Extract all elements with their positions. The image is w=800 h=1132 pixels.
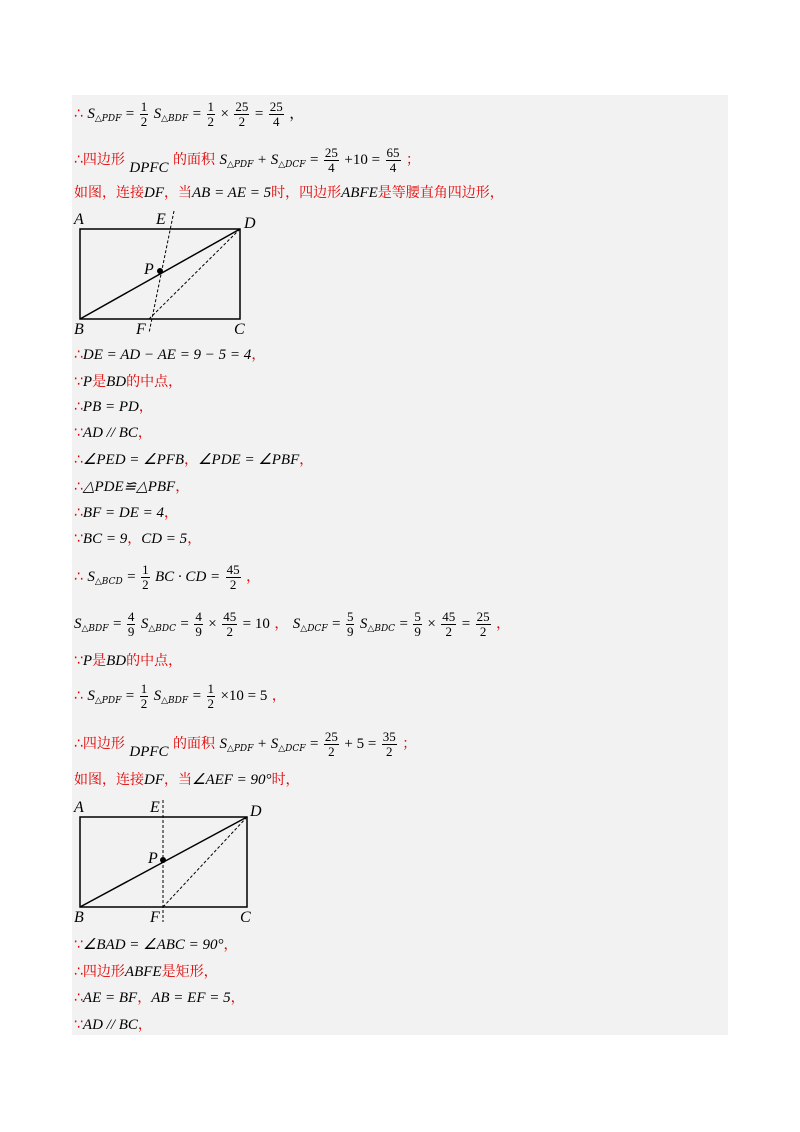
text-line-7: ∵AD // BC， [74,425,152,441]
label-d: D [244,215,256,232]
condition: AB = AE = 5 [192,185,272,201]
subscript: △PDF [94,114,122,125]
label-a: A [74,211,84,228]
text-line-9: ∴△PDE≌△PBF， [74,479,190,495]
subscript: △DCF [278,160,306,171]
text: 是等腰直角四边形， [377,185,504,201]
label-e: E [156,211,166,228]
text-line-10: ∴BF = DE = 4， [74,505,178,521]
area-symbol: S [270,152,279,169]
text-line-11: ∵BC = 9，CD = 5， [74,531,202,547]
expr: DE = AD − AE = 9 − 5 = 4 [82,347,252,363]
equation-line-12: ∴ $S_{\triangle BCD}$ = $\frac{1}{2}$ BC · CD = $\frac{45}{2}$ ， [74,562,261,592]
label-f: F [136,321,146,338]
fraction: $\frac{25}{2}$ [235,99,249,129]
text-line-14: ∵P是BD的中点， [74,653,183,669]
label-d: D [250,803,262,820]
area-symbol: S [219,152,227,169]
punct: ， [289,106,305,123]
therefore-symbol: ∴ [74,106,83,123]
text: ，当 [164,185,192,201]
equation-line-13: $S_{\triangle BDF}$ = $\frac{4}{9}$ $S_{\triangle BDC}$ = $\frac{4}{9}$ × $\frac{45}{2}$ = 10 ， $S_{\triangle DCF}$ = $\frac{5}{9}$ $S_{\triangle BDC}$ = $\frac{5}{9}$ × $\frac{45}{2}$ = $\frac{25}{2}$ ， [74,609,511,639]
label-a: A [74,799,84,816]
punct: ； [405,152,420,169]
equation-line-16: ∴四边形 DPFC 的面积 $S_{\triangle PDF} + S_{\triangle DCF}$ = $\frac{25}{2}$ + 5 = $\frac{35}{2}$ ； [74,729,417,761]
text: ∴四边形 [74,152,125,169]
subscript: △BDF [161,114,189,125]
fraction: $\frac{1}{2}$ [140,99,148,129]
area-symbol: S [153,106,162,123]
equation-line-15: ∴ $S_{\triangle PDF}$ = $\frac{1}{2}$ $S_{\triangle BDF}$ = $\frac{1}{2}$ ×10 = 5 ， [74,681,286,711]
equals: = [192,106,202,123]
equals: = [254,106,264,123]
segment-name: DF [144,185,164,201]
text-line-19: ∴四边形ABFE是矩形， [74,964,218,980]
text-line-21: ∵AD // BC， [74,1017,152,1033]
text-line-20: ∴AE = BF，AB = EF = 5， [74,990,245,1006]
equation-line-1 [74,100,304,128]
text-line-5: ∵P是BD的中点， [74,374,183,390]
geometry-figure-1 [72,208,262,342]
fraction: $\frac{25}{4}$ [324,145,338,175]
text-line-6: ∴PB = PD， [74,399,153,415]
plus: + [257,152,267,169]
quad-name: ABFE [341,185,378,201]
label-p: P [148,850,158,867]
text: 时，四边形 [271,185,342,201]
text-line-3 [74,186,504,201]
text-line-8: ∴∠PED = ∠PFB，∠PDE = ∠PBF， [74,452,314,468]
label-c: C [234,321,245,338]
label-e: E [150,799,160,816]
quad-name: DPFC [129,160,169,177]
equals: = [125,106,135,123]
equation-line-2 [74,146,420,176]
label-b: B [74,321,84,338]
text-line-4: ∴DE = AD − AE = 9 − 5 = 4， [74,347,266,363]
label-p: P [144,261,154,278]
point-p [157,268,163,274]
expr: +10 = [344,152,381,169]
subscript: △PDF [226,160,254,171]
point-p [160,857,166,863]
segment-df [149,229,240,319]
text-line-18: ∵∠BAD = ∠ABC = 90°， [74,937,238,953]
text: 的面积 [173,152,215,169]
fraction: $\frac{1}{2}$ [142,562,149,592]
label-f: F [150,909,160,926]
times: × [220,106,229,123]
text-line-17: 如图，连接DF，当∠AEF = 90°时， [74,772,300,788]
fraction: $\frac{25}{4}$ [269,99,283,129]
fraction: $\frac{45}{2}$ [226,562,240,592]
area-symbol: S [87,106,95,123]
fraction: $\frac{65}{4}$ [386,145,400,175]
text: 如图，连接 [74,185,144,201]
fraction: $\frac{1}{2}$ [207,99,215,129]
label-c: C [240,909,251,926]
label-b: B [74,909,84,926]
geometry-figure-2 [72,797,267,931]
equals: = [310,152,319,169]
segment-df [163,817,247,907]
